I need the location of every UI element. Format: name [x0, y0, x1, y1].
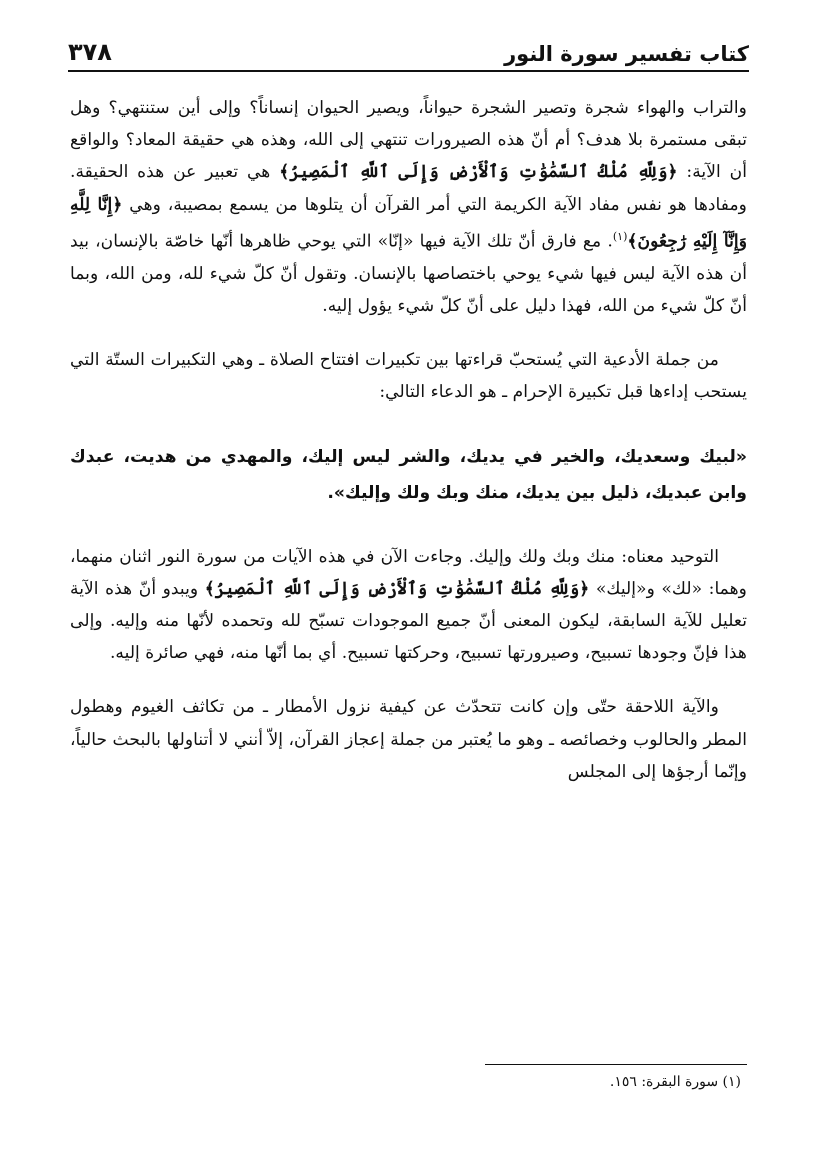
paragraph-5: والآية اللاحقة حتّى وإن كانت تتحدّث عن كيفية نزول الأمطار ـ من تكاثف الغيوم وهطول المطر والحالوب وخصائصه ـ وهو ما يُعتبر من جملة إعجاز القرآن، إلاّ أنني لا أتناولها بالبحث حالياً، وإنّما أرجؤها إلى المجلس: [70, 697, 747, 782]
quran-verse: ﴿وَلِلَّهِ مُلْكُ ٱلسَّمَٰوَٰتِ وَٱلْأَرْضِ وَإِلَى ٱللَّهِ ٱلْمَصِيرُ﴾: [204, 578, 590, 599]
paragraph-text: التوحيد معناه: منك وبك ولك وإليك. وجاءت الآن في هذه الآيات من سورة النور اثنان منهما، وهما: «لك» و«إليك»: [70, 546, 747, 599]
quran-verse: ﴿وَلِلَّهِ مُلْكُ ٱلسَّمَٰوَٰتِ وَٱلْأَرْضِ وَإِلَى ٱللَّهِ ٱلْمَصِيرُ﴾: [279, 162, 678, 183]
paragraph-1: [70, 92, 747, 322]
paragraph-text: . مع فارق أنّ تلك الآية فيها «إنّا» التي يوحي ظاهرها أنّها خاصّة بالإنسان، بيد أن هذه الآية ليس فيها شيء يوحي باختصاصها بالإنسان. وتقول أنّ كلّ شيء لله، ومن الله، وبما أنّ كلّ شيء من الله، فهذا دليل على أنّ كلّ شيء يؤول إليه.: [70, 231, 747, 316]
page-body: [70, 92, 747, 810]
paragraph-text: ويبدو أنّ هذه الآية تعليل للآية السابقة، ليكون المعنى أنّ جميع الموجودات تسبّح لله وتحمده لأنّها منه وإليه. وإلى هذا فإنّ وجودها تسبيح، وصيرورتها تسبيح، وحركتها تسبيح. أي بما أنّها منه، فهي صائرة إليه.: [70, 578, 747, 664]
footnote-marker: (١): [612, 229, 628, 243]
footnote: (١) سورة البقرة: ١٥٦.: [609, 1074, 741, 1090]
supplication-text: «لبيك وسعديك، والخير في يديك، والشر ليس إليك، والمهدي من هديت، عبدك وابن عبديك، ذليل بين يديك، منك وبك ولك وإليك».: [70, 446, 747, 503]
paragraph-2: من جملة الأدعية التي يُستحبّ قراءتها بين تكبيرات افتتاح الصلاة ـ وهي التكبيرات الستّة التي يستحب إداءها قبل تكبيرة الإحرام ـ هو الدعاء التالي:: [70, 350, 747, 403]
quran-verse: ﴿إِنَّا لِلَّهِ وَإِنَّآ إِلَيْهِ رَٰجِعُونَ﴾: [70, 194, 747, 252]
paragraph-4: [70, 541, 747, 670]
paragraph-text: والتراب والهواء شجرة وتصير الشجرة حيواناً، ويصير الحيوان إنساناً؟ وإلى أين ستنتهي؟ وهل تبقى مستمرة بلا هدف؟ أم أنّ هذه الصيرورات تنتهي إلى الله، وهذه هي حقيقة المعاد؟ والواقع أن الآية:: [70, 98, 747, 183]
footnote-divider: [485, 1064, 747, 1065]
page-number: ٣٧٨: [68, 38, 112, 66]
paragraph-text: هي تعبير عن هذه الحقيقة. ومفادها هو نفس مفاد الآية الكريمة التي أمر القرآن أن يتلوها من يسمع بمصيبة، وهي: [70, 162, 747, 215]
book-title: كتاب تفسير سورة النور: [504, 42, 749, 66]
page-header: [68, 26, 749, 72]
